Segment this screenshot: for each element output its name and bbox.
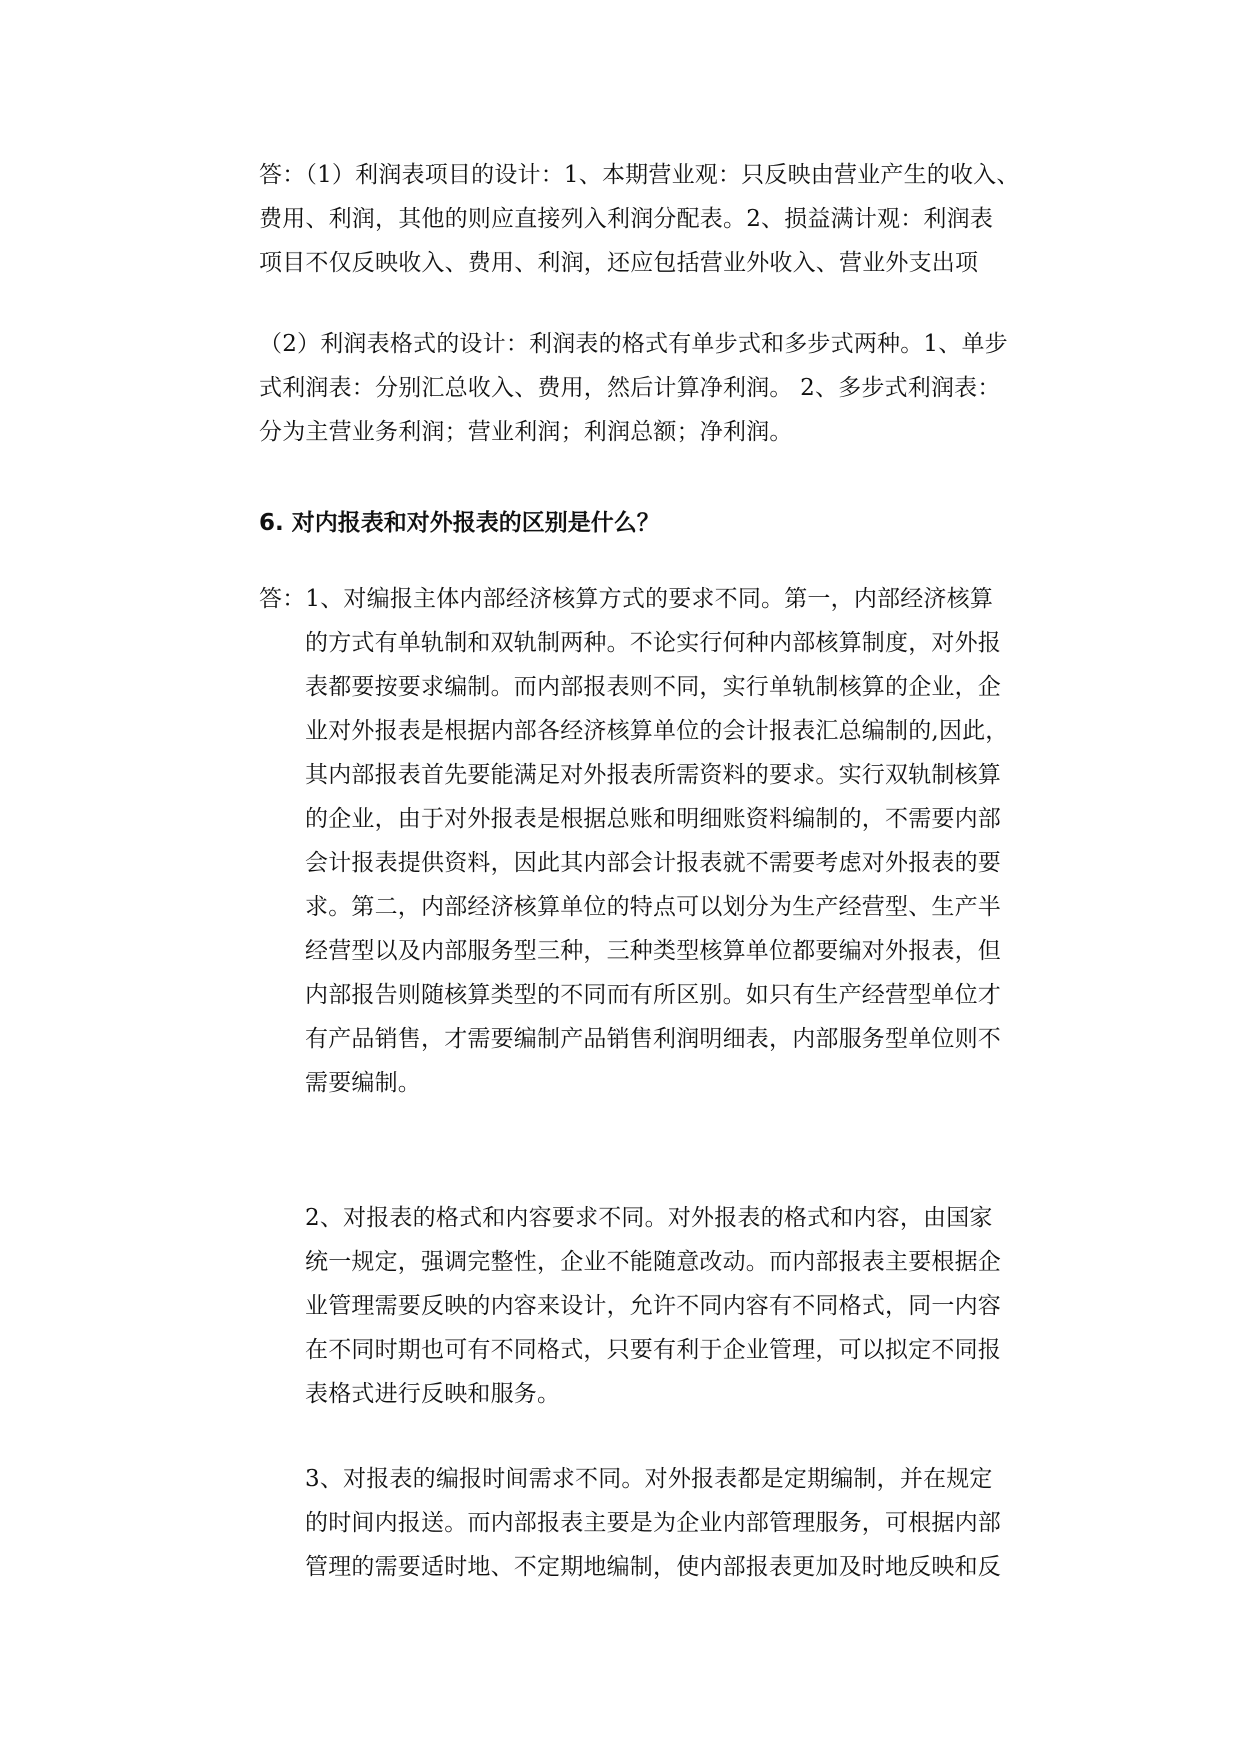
text-line: 表格式进行反映和服务。 [305,1381,561,1407]
text-line: 答：1、对编报主体内部经济核算方式的要求不同。第一，内部经济核算 [259,586,994,612]
answer-paragraph-point-3 [305,1457,1001,1589]
text-line: 内部报告则随核算类型的不同而有所区别。如只有生产经营型单位才 [305,982,1001,1008]
text-line: 有产品销售，才需要编制产品销售利润明细表，内部服务型单位则不 [305,1026,1001,1052]
text-line: 的方式有单轨制和双轨制两种。不论实行何种内部核算制度，对外报 [305,630,1001,656]
text-line: 分为主营业务利润；营业利润；利润总额；净利润。 [259,419,793,445]
question-heading: 6. 对内报表和对外报表的区别是什么？ [259,510,660,536]
text-line: 其内部报表首先要能满足对外报表所需资料的要求。实行双轨制核算 [305,762,1001,788]
text-line: 在不同时期也可有不同格式，只要有利于企业管理，可以拟定不同报 [305,1337,1001,1363]
answer-paragraph-income-statement-format [259,322,1008,454]
text-line: 统一规定，强调完整性，企业不能随意改动。而内部报表主要根据企 [305,1249,1001,1275]
text-line: 经营型以及内部服务型三种，三种类型核算单位都要编对外报表，但 [305,938,1001,964]
text-line: 费用、利润，其他的则应直接列入利润分配表。2、损益满计观：利润表 [259,206,994,232]
text-line: 表都要按要求编制。而内部报表则不同，实行单轨制核算的企业，企 [305,674,1001,700]
text-line: 答：（1）利润表项目的设计：1、本期营业观：只反映由营业产生的收入、 [259,162,1020,188]
text-line: 需要编制。 [305,1070,421,1096]
text-line: 3、对报表的编报时间需求不同。对外报表都是定期编制，并在规定 [305,1466,993,1492]
text-line: 式利润表：分别汇总收入、费用，然后计算净利润。 2、多步式利润表： [259,375,1001,401]
text-line: 业对外报表是根据内部各经济核算单位的会计报表汇总编制的,因此， [305,718,1009,744]
text-line: 项目不仅反映收入、费用、利润，还应包括营业外收入、营业外支出项 [259,250,979,276]
text-line: 求。第二，内部经济核算单位的特点可以划分为生产经营型、生产半 [305,894,1001,920]
text-line: 会计报表提供资料，因此其内部会计报表就不需要考虑对外报表的要 [305,850,1001,876]
text-line: 管理的需要适时地、不定期地编制，使内部报表更加及时地反映和反 [305,1554,1001,1580]
text-line: 的时间内报送。而内部报表主要是为企业内部管理服务，可根据内部 [305,1510,1001,1536]
answer-paragraph-point-1 [259,577,1009,1105]
text-line: （2）利润表格式的设计：利润表的格式有单步式和多步式两种。1、单步 [259,331,1008,357]
answer-paragraph-point-2 [305,1196,1001,1416]
answer-paragraph-income-statement-items [259,153,1020,285]
text-line: 2、对报表的格式和内容要求不同。对外报表的格式和内容，由国家 [305,1205,993,1231]
text-line: 业管理需要反映的内容来设计，允许不同内容有不同格式，同一内容 [305,1293,1001,1319]
text-line: 的企业，由于对外报表是根据总账和明细账资料编制的，不需要内部 [305,806,1001,832]
